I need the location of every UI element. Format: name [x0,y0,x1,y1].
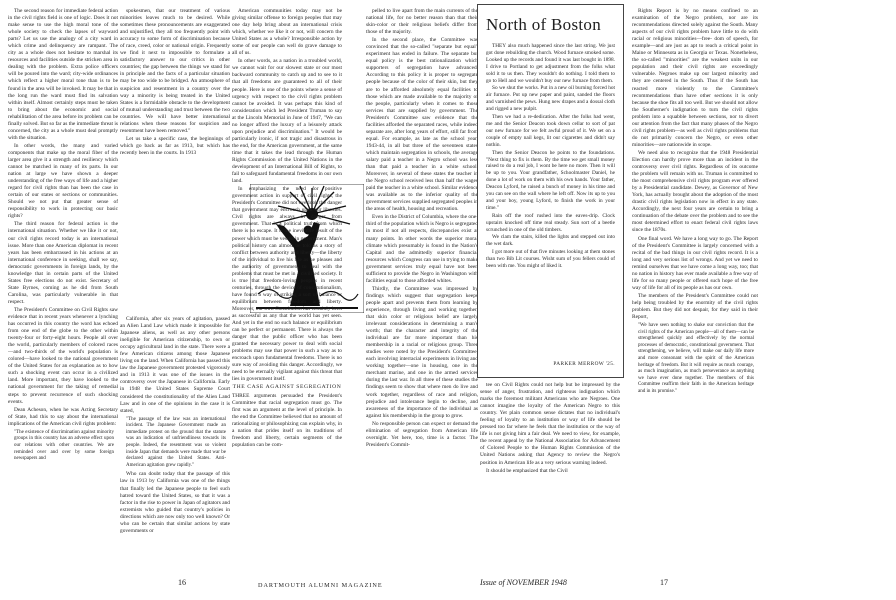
paragraph: THEY also much happened since the last string. We just got done rebuilding the church. Wood furnace smoked some. Looked up the records and found it was last bought in 1898. I drive to Portland to get adjustment from the folks what sold it to us then. They wouldn't do nothing. I told them to go to Hell and we wouldn't buy our new furnace from them. [486,43,615,84]
paragraph: spokesmen, that our treatment of various minorities leaves much to be desired. While sometimes these pronouncements are exaggerated and unjustified, they all too frequently point with accuracy to some form of discrimination because of race, creed, color or national origin. Frequently we find it next to impossible to formulate a satisfactory answer to our critics in other countries; the gap between the things we stand for in principle and the facts of a particular situation may be too wide to be bridged. An atmosphere of suspicion and resentment in a country over the way a minority is being treated in the United States is a formidable obstacle to the development of mutual understanding and trust between the two countries. We will have better international relations when these reasons for suspicion and resentment have been removed." [120,8,230,134]
paragraph: THREE arguments persuaded the President's Committee that racial segregation must go. The first was an argument at the level of principle. In the end the Committee believed that no amount of rationalizing or philosophizing can explain why, in a nation that prides itself on its traditions of freedom and liberty, certain segments of the population can be com- [232,392,342,448]
left-column-1 [8,8,118,574]
paragraph: "We have seen nothing to shake our conviction that the civil rights of the American people—all of them—can be strengthened quickly and effectively by the normal processes of democratic, constitutional government. That strengthening, we believe, will make our daily life more and more consonant with the spirit of the American heritage of freedom. But it will require as much courage, as much imagination, as much perseverance as anything we have ever done together. The members of this Committee reaffirm their faith in the American heritage and in its promise." [638,323,754,394]
paragraph: The members of the President's Committee could not help being troubled by the enormity of the civil rights problem. But they did not despair, for they said in their Report, [632,292,758,321]
paragraph: tee on Civil Rights could not help but be impressed by the sense of anger, frustration, and righteous indignation which marks the foremost militant Americans who are Negroes. One cannot imagine the loyalty of the American Negro to this country. Yet plain common sense dictates that no individual's feeling of loyalty to an institution or way of life should be pressed too far where he feels that the institution or the way of life is not giving him a fair deal. We need to view, for example, the recent appeal by the National Association for Advancement of Colored People to the Human Rights Commission of the United Nations asking that Agency to review the Negro's position in American life as a very serious warning indeed. [480,382,620,466]
paragraph: pelled to live apart from the main currents of the national life, for no better reason than that their skin-color or their religious beliefs differ from those of the majority. [366,8,478,36]
right-column-1 [366,8,478,574]
paragraph: "The passage of the law was an international incident. The Japanese Government made an immediate protest on the ground that the statute was an indication of unfriendliness towards its people. Indeed, the resentment was so violent inside Japan that demands were made that war be declared against the United States. Anti-American agitation grew rapidly." [126,416,226,468]
section-subhead: THE CASE AGAINST SEGREGATION [232,384,342,391]
sidebar-title: North of Boston [486,15,601,34]
paragraph: The President's Committee on Civil Rights saw evidence that in recent years whenever a lynching has occurred in this country the word has echoed from one end of the globe to the other within twenty-four or forty-eight hours. People all over the world, particularly members of colored races—and two-thirds of the world's population is colored—have looked to the national government of the United States for an explanation as to how such a shocking event can occur in a civilized land. More important, they have looked to the national government for the taking of remedial steps to prevent recurrence of such shocking events. [8,306,118,405]
paragraph: So we shut the works. Put in a new oil burning forced hot air furnace. Put up new paper and paint, sanded the floors and varnished the pews. Hung new drapes and a dossal cloth and rigged a new pulpit. [486,85,615,113]
paragraph: In emphasizing the need for positive government action in support of civil rights, the President's Committee did not overlook the danger that government may encroach upon our liberties. Civil rights are always in danger from government. That is a political truth from which there is no escape. It is the inevitable result of the power which must be vested in government. Man's political history can almost be told as a story of conflict between authority and liberty—the liberty of the individual to live his life as he pleases and the authority of government to deal with the problems that must be met in a civilized society. It is true that freedom-loving peoples in recent centuries, through the device of constitutionalism, have found a way of striking a sort of balance or equilibrium between freedom and liberty. Moreover, our own Constitution has certainly been as successful as any that the world has yet seen. And yet in the end no such balance or equilibrium can be perfect or permanent. There is always the danger that the public officer who has been granted the necessary power to deal with social problems may use that power in such a way as to encroach upon fundamental freedoms. There is no sure way of avoiding this danger. Accordingly, we need to be eternally vigilant against this threat that lies in government itself. [232,186,342,383]
issue-date: Issue of NOVEMBER 1948 [480,578,567,587]
left-column-2-bottom [120,316,230,572]
paragraph: Even in the District of Columbia, where the one-third of the population which is Negro is segregated in most if not all respects, discrepancies exist at many points. In other words the superior moral climate which presumably is found in the Nation's Capital and the admittedly superior financial resources which Congress can use in trying to make government services truly equal have not been sufficient to provide the Negro in Washington with facilities equal to those afforded whites. [366,214,478,284]
paragraph: California, after six years of agitation, passed an Alien Land Law which made it impossible for Japanese aliens, as well as any other persons ineligible for American citizenship, to own or occupy agricultural land in the state. There were a few American citizens among those Japanese living on the land. When California has passed this law the Japanese government protested vigorously and in 1913 it was one of the issues in the controversy over the Japanese in California. Early in 1948 the United States Supreme Court considered the constitutionality of the Alien Land Law and in one of the opinions in the case it is stated, [120,316,230,414]
paragraph: Let us take a specific case, the beginnings of which go back as far as 1913, but which has recently been in the courts. In 1913 [120,135,230,156]
paragraph: In the second place, the Committee was convinced that the so-called "separate but equal" experiment has ended in failure. The separate but equal policy is the best rationalization which supporters of segregation have advanced. According to this policy it is proper to segregate people because of the color of their skin, but they are to be afforded absolutely equal facilities to those which are made available to the majority of the people, particularly when it comes to those services that are supplied by government. The President's Committee saw evidence that the facilities afforded the separated races, while indeed separate are, after long years of effort, still far from equal. For example, as late as the school year, 1943-44, in all but three of the seventeen states which maintain segregation in schools, the average salary paid a teacher in a Negro school was less than that paid a teacher in a white school. Moreover, in several of these states the teacher in the Negro school received less than half the wages paid the teacher in a white school. Similar evidence was available as to the inferior quality of the government services supplied segregated peoples in the areas of health, housing and recreation. [366,37,478,213]
paragraph: No responsible person can expect or demand the elimination of segregation from American life overnight. Yet here, too, time is a factor. The President's Commit- [366,420,478,448]
sidebar-text [486,43,615,373]
paragraph: In other words, the many and varied components that make up the moral fiber of the larger area give it a strength and resiliency which cannot be matched in many of its parts. In our nation at large we have shown a deeper understanding of the free ways of life and a higher regard for civil rights than has been the case in certain of our states or sections or communities. Should we not put that greater sense of responsibility to work in protecting our basic rights? [8,142,118,220]
paragraph: We need also to recognize that the 1948 Presidential Election can hardly prove more than an incident in the controversy over civil rights. Regardless of its outcome the problem will remain with us. Truman is committed to the most comprehensive civil rights program ever offered by a Presidential candidate. Dewey, as Governor of New York, has actually brought about the adoption of the most drastic civil rights legislation now in effect in any state. Accordingly, the next four years are certain to bring a continuation of the debate over the problem and to see the most determined effort to enact federal civil rights laws since the 1870s. [632,149,758,234]
paragraph: Who can doubt today that the passage of this law in 1913 by California was one of the things that finally led the Japanese people to feel such hatred toward the United States, so that it was a factor in the rise to power in Japan of agitators and extremists who guided that country's policies in directions which are now only too well known? Or who can be certain that similar actions by state governments or [120,471,230,534]
paragraph: I got more out of that five minutes looking at them stones than two Bib Lit courses. Wisht sum of you fellers could of been with me. You might of liked it. [486,249,615,270]
paragraph: Then we had a re-dedication. After the folks had went, me and the Senior Deacon took down cellar to sort of pat our new furnace for we felt awful proud of it. We set on a couple of empty nail kegs, lit our cigarettes and didn't say nothin. [486,114,615,148]
paragraph: Thirdly, the Committee was impressed by findings which suggest that segregation keeps people apart and prevents them from learning by experience, through living and working together, that skin color or religious belief are largely irrelevant considerations in determining a man's worth; that the character and integrity of the individual are far more important than his membership in a racial or religious group. Three studies were noted by the President's Committee, each involving interracial experiments in living and working together—one in housing, one in the merchant marine, and one in the armed services during the last war. In all three of these studies the findings seem to show that where men do live and work together, regardless of race and religion, prejudice and intolerance begin to decline, and awareness of the importance of the individual as against his membership in the group to grow. [366,285,478,419]
right-column-3 [632,8,758,574]
left-column-2-top [120,8,230,180]
paragraph: American communities today may not be giving similar offense to foreign peoples that may one day help bring about an international crisis which, whether we like it or not, will concern the United States as a whole? Irresponsible action by some of our people can well do grave damage to all of us. [232,8,342,57]
sidebar-byline: PARKER MERROW '25. [553,361,615,367]
paragraph: In other words, as a nation in a troubled world, we cannot wait for our slowest state or our most backward community to catch up and to see to it that all freedoms are guaranteed to all of their people. Here is one of the points where a sense of urgency with respect to the civil rights problem cannot be avoided. It was perhaps this kind of consideration which led President Truman to say at the Lincoln Memorial in June of 1947, "We can no longer afford the luxury of a leisurely attack upon prejudice and discrimination." It would be particularly ironic, if not tragic and disastrous in the end, for the American government, at the same time that it takes the lead through the Human Rights Commission of the United Nations in the development of an International Bill of Rights, to fail to safeguard fundamental freedoms in our own land. [232,58,342,185]
running-foot: DARTMOUTH ALUMNI MAGAZINE [258,582,383,589]
paragraph: It should be emphasized that the Civil [486,467,568,474]
page-number-left: 16 [178,578,186,587]
sidebar-box-north-of-boston [477,4,624,378]
paragraph: The third reason for federal action is the international situation. Whether we like it or not, our civil rights record today is an international issue. More than one American diplomat in recent years has been embarrassed in his actions at an international conference in seeking, shall we say, democratic governments in foreign lands, by the knowledge that in certain parts of the United States free elections do not exist. Secretary of State Byrnes, coming as he did from South Carolina, was particularly vulnerable in that respect. [8,221,118,305]
page-number-right: 17 [660,578,668,587]
paragraph: We clam the stairs, killed the lights and stepped out into the wet dark. [486,234,615,248]
paragraph: The second reason for immediate federal action in the civil rights field is one of logic. Does it not make sense to use the high moral tone of the whole society to check the lapses of wayward parts? Let us use the analogy of a city ward in which crime and delinquency are rampant. The city as a whole does not hesitate to marshal its resources and facilities outside the stricken area in dealing with the problem. Extra police officers will be poured into the ward; city-wide ordinances which reflect a higher moral tone than is to be found in the area will be invoked. It may be that in the long run the ward must find its salvation within itself. Almost certainly steps must be taken to bring about the economic and social rehabilitation of the area before its problem can be finally solved. But so far as the immediate threat is concerned, the city as a whole must deal promptly with the situation. [8,8,118,141]
right-column-2-below [480,382,620,572]
paragraph: Rights Report is by no means confined to an examination of the Negro problem, nor are its recommendations directed solely against the South. Many aspects of our civil rights problem have little to do with racial or religious minorities—free- dom of speech, for example—and are just as apt to reach a critical point in Maine or Minnesota as in Georgia or Texas. Nonetheless, the so-called "minorities" are the weakest units in our population and their civil rights are exceedingly vulnerable. Negroes make up our largest minority and they are centered in the South. Thus if the South has reacted more violently to the Committee's recommendations than have other sections it is only because the shoe fits all too well. But we should not allow the Southerner's indignation to turn the civil rights problem into a squabble between sections, nor to divert our attention from the fact that many phases of the Negro civil rights problem—as well as civil rights problems that do not primarily concern the Negro, or even other minorities—are nationwide in scope. [632,8,758,148]
paragraph: Dean Acheson, when he was Acting Secretary of State, had this to say about the international implications of the American civil rights problem: [8,406,118,427]
left-column-3 [232,8,342,574]
paragraph: Rain off the roof rushed into the eaves-drip. Clock upstairs knocked off time real steady. Sun sort of a beetle scrunched in one of the old timbers. [486,212,615,233]
paragraph: One final word. We have a long way to go. The Report of the President's Committee is largely concerned with a recital of the bad things in our civil rights record. It is a long and very serious list of wrongs. And yet we need to remind ourselves that we have come a long way, too; that no nation in history has ever made available a free way of life for so many people or offered such hope of the free way of life for all of its people as has our own. [632,235,758,291]
paragraph: Then the Senior Deacon he points to the foundations. "Next thing to fix is them. By the time we get small money raised to do a real job, I wont be here no more. Then it will be up to you. Your grandfather, Schoolmaster Daniel, he done a lot of work on them with his own hands. Your father, Deacon Lyford, he raised a bunch of money in his time and you can see on the wall where he left off. Now its up to you and your boy, young Lyford, to finish the work in your time." [486,149,615,211]
paragraph: "The existence of discrimination against minority groups in this country has an adverse effect upon our relations with other countries. We are reminded over and over by some foreign newspapers and [14,429,114,462]
